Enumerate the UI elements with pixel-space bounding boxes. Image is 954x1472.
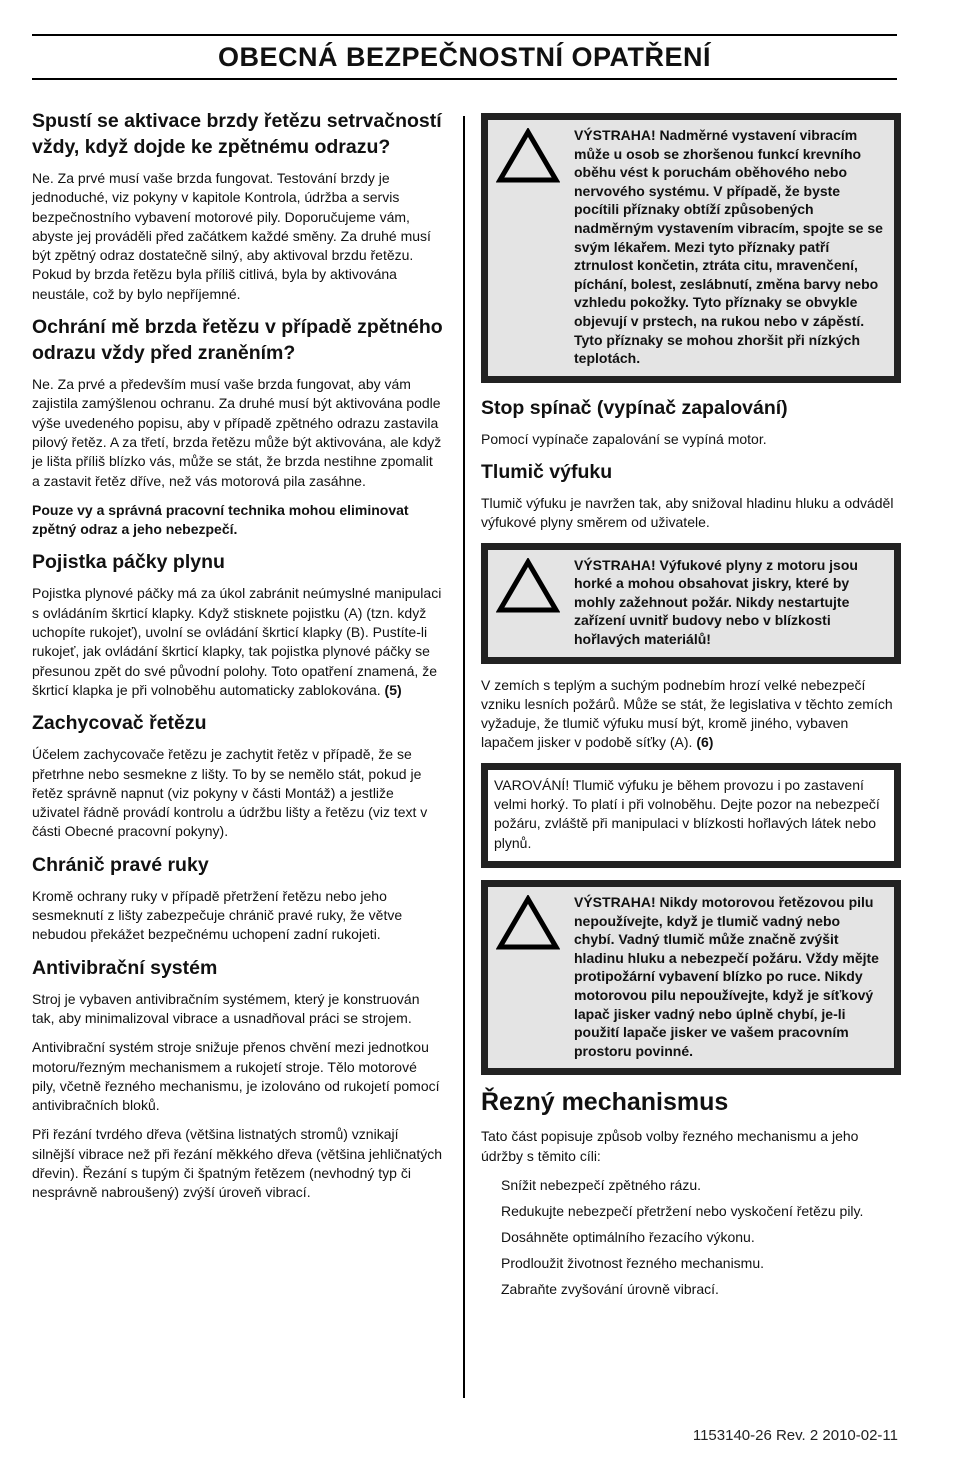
section-heading-large: Řezný mechanismus — [481, 1088, 729, 1117]
paragraph: Tlumič výfuku je navržen tak, aby snižoval hladinu hluku a odváděl výfukové plyny směrem od uživatele. — [481, 495, 894, 531]
caution-box — [481, 763, 901, 868]
paragraph — [481, 676, 901, 753]
paragraph: Kromě ochrany ruky v případě přetržení řetězu nebo jeho sesmeknutí z lišty zabezpečuje chránič pravé ruky, že větve nebudou překážet bezpečnému uchopení zadní rukojeti. — [32, 887, 403, 943]
paragraph: Účelem zachycovače řetězu je zachytit řetěz v případě, že se přetrhne nebo sesmekne z lišty. To by se nemělo stát, pokud je řetěz správně napnut (viz pokyny v části Montáž) a jestliže uživatel řádně provádí kontrolu a údržbu lišty a řetězu (viz text v části Obecné pracovní pokyny). — [32, 746, 428, 840]
paragraph: Antivibrační systém stroje snižuje přenos chvění mezi jednotkou motoru/řezným mechanismem a rukojetí stroje. Tělo motorové pily, včetně řezného mechanismu, je izolováno od rukojetí pomocí antivibračních bloků. — [32, 1039, 440, 1114]
paragraph — [32, 584, 444, 700]
section-heading: Antivibrační systém — [32, 956, 218, 979]
paragraph: Při řezání tvrdého dřeva (většina listnatých stromů) vznikají silnější vibrace než při řezání měkkého dřeva (většina jehličnatých dřevin). Řezání s tupým či špatným řetězem (nevhodný typ či nesprávně nabroušený) zvýší úroveň vibrací. — [32, 1126, 443, 1201]
figure-reference: (5) — [384, 681, 402, 698]
warning-box — [481, 880, 901, 1075]
caution-text: VAROVÁNÍ! Tlumič výfuku je během provozu i po zastavení velmi horký. To platí i při volnoběhu. Dejte pozor na nebezpečí požáru, zvláště při manipulaci v blízkosti hořlavých látek nebo plynů. — [494, 776, 880, 851]
column-divider — [463, 116, 465, 1398]
goals-list — [481, 1176, 901, 1299]
warning-triangle-icon — [496, 558, 560, 614]
section-heading: Pojistka páčky plynu — [32, 551, 225, 574]
list-item: Snížit nebezpečí zpětného rázu. — [501, 1176, 702, 1193]
section-heading: Ochrání mě brzda řetězu v případě zpětného odrazu vždy před zraněním? — [32, 316, 443, 365]
section-heading: Spustí se aktivace brzdy řetězu setrvačností vždy, když dojde ke zpětnému odrazu? — [32, 110, 442, 158]
paragraph-text: V zemích s teplým a suchým podnebím hrozí velké nebezpečí vzniku lesních požárů. Může se stát, že legislativa v těchto zemích vyžaduje, že tlumič výfuku musí být, kromě jiného, vybaven lapačem jisker v podobě síťky (A). — [481, 676, 893, 751]
warning-text: VÝSTRAHA! Nadměrné vystavení vibracím může u osob se zhoršenou funkcí krevního oběhu vést k poruchám oběhového nebo nervového systému. V případě, že byste pocítili příznaky obtíží způsobených nadměrným vystavením vibracím, spojte se se svým lékařem. Mezi tyto příznaky patří ztrnulost končetin, ztráta citu, mravenčení, píchání, bolest, zeslábnutí, změna barvy nebo vzhledu pokožky. Tyto příznaky se obvykle objevují v prstech, na rukou nebo v zápěstí. Tyto příznaky se mohou zhoršit při nízkých teplotách. — [574, 127, 883, 367]
section-heading: Tlumič výfuku — [481, 461, 613, 484]
list-item: Redukujte nebezpečí přetržení nebo vyskočení řetězu pily. — [501, 1202, 864, 1219]
warning-box — [481, 113, 901, 383]
paragraph-bold: Pouze vy a správná pracovní technika mohou eliminovat zpětný odraz a jeho nebezpečí. — [32, 501, 409, 538]
list-item: Dosáhněte optimálního řezacího výkonu. — [501, 1228, 755, 1245]
section-heading: Chránič pravé ruky — [32, 853, 209, 876]
warning-text: VÝSTRAHA! Výfukové plyny z motoru jsou horké a mohou obsahovat jiskry, které by mohly zažehnout požár. Nikdy nestartujte zařízení uvnitř budovy nebo v blízkosti hořlavých materiálů! — [574, 556, 858, 647]
list-item: Prodloužit životnost řezného mechanismu. — [501, 1254, 765, 1271]
page-title-bar — [32, 34, 897, 80]
warning-box — [481, 543, 901, 664]
paragraph-text: Pojistka plynové páčky má za úkol zabránit neúmyslné manipulaci s ovládáním škrticí klapky. Když stisknete pojistku (A) (tzn. když uchopíte rukojeť), uvolní se ovládání škrticí klapky (B). Pustíte-li rukojeť, jak ovládání škrticí klapky, tak pojistka plynové páčky se přesunou zpět do své původní polohy. Toto opatření znamená, že škrticí klapka je při volnoběhu automaticky zablokována. — [32, 585, 442, 698]
paragraph: Ne. Za prvé a především musí vaše brzda fungovat, aby vám zajistila zamýšlenou ochranu. Za druhé musí být aktivována podle výše uvedeného popisu, aby v případě zpětného odrazu zastavila pilový řetěz. A za třetí, brzda řetězu může být aktivována, ale když je lišta příliš blízko vás, může se stát, že brzda nestihne zpomalit a zastavit řetěz dříve, než vás motorová pila zasáhne. — [32, 376, 442, 489]
section-heading: Zachycovač řetězu — [32, 712, 207, 735]
paragraph: Stroj je vybaven antivibračním systémem, který je konstruován tak, aby minimalizoval vibrace a usnadňoval práci se strojem. — [32, 990, 420, 1026]
list-item: Zabraňte zvyšování úrovně vibrací. — [501, 1280, 719, 1297]
left-column — [32, 108, 444, 1213]
warning-text: VÝSTRAHA! Nikdy motorovou řetězovou pilu nepoužívejte, když je tlumič vadný nebo chybí. Vadný tlumič může značně zvýšit hladinu hluku a nebezpečí požáru. Vždy mějte protipožární vybavení blízko po ruce. Nikdy motorovou pilu nepoužívejte, když je síťkový lapač jisker vadný nebo úplně chybí, je-li použití lapače jisker ve vašem pracovním prostoru povinné. — [574, 893, 879, 1059]
warning-triangle-icon — [496, 895, 560, 951]
right-column — [481, 113, 901, 1306]
figure-reference: (6) — [696, 734, 714, 751]
paragraph: Tato část popisuje způsob volby řezného mechanismu a jeho údržby s těmito cíli: — [481, 1128, 859, 1164]
paragraph: Ne. Za prvé musí vaše brzda fungovat. Testování brzdy je jednoduché, viz pokyny v kapitole Kontrola, údržba a servis bezpečnostního vybavení motorové pily. Doporučujeme vám, abyste jej prováděli před začátkem každé směny. Za druhé musí být zpětný odraz dostatečně silný, aby aktivoval brzdu řetězu. Pokud by brzda řetězu byla příliš citlivá, byla by aktivována neustále, což by bylo nepříjemné. — [32, 170, 431, 302]
footer-doc-id: 1153140-26 Rev. 2 2010-02-11 — [692, 1427, 898, 1444]
page-title: OBECNÁ BEZPEČNOSTNÍ OPATŘENÍ — [217, 41, 712, 72]
paragraph: Pomocí vypínače zapalování se vypíná motor. — [481, 430, 767, 447]
warning-triangle-icon — [496, 128, 560, 184]
section-heading: Stop spínač (vypínač zapalování) — [481, 396, 788, 419]
